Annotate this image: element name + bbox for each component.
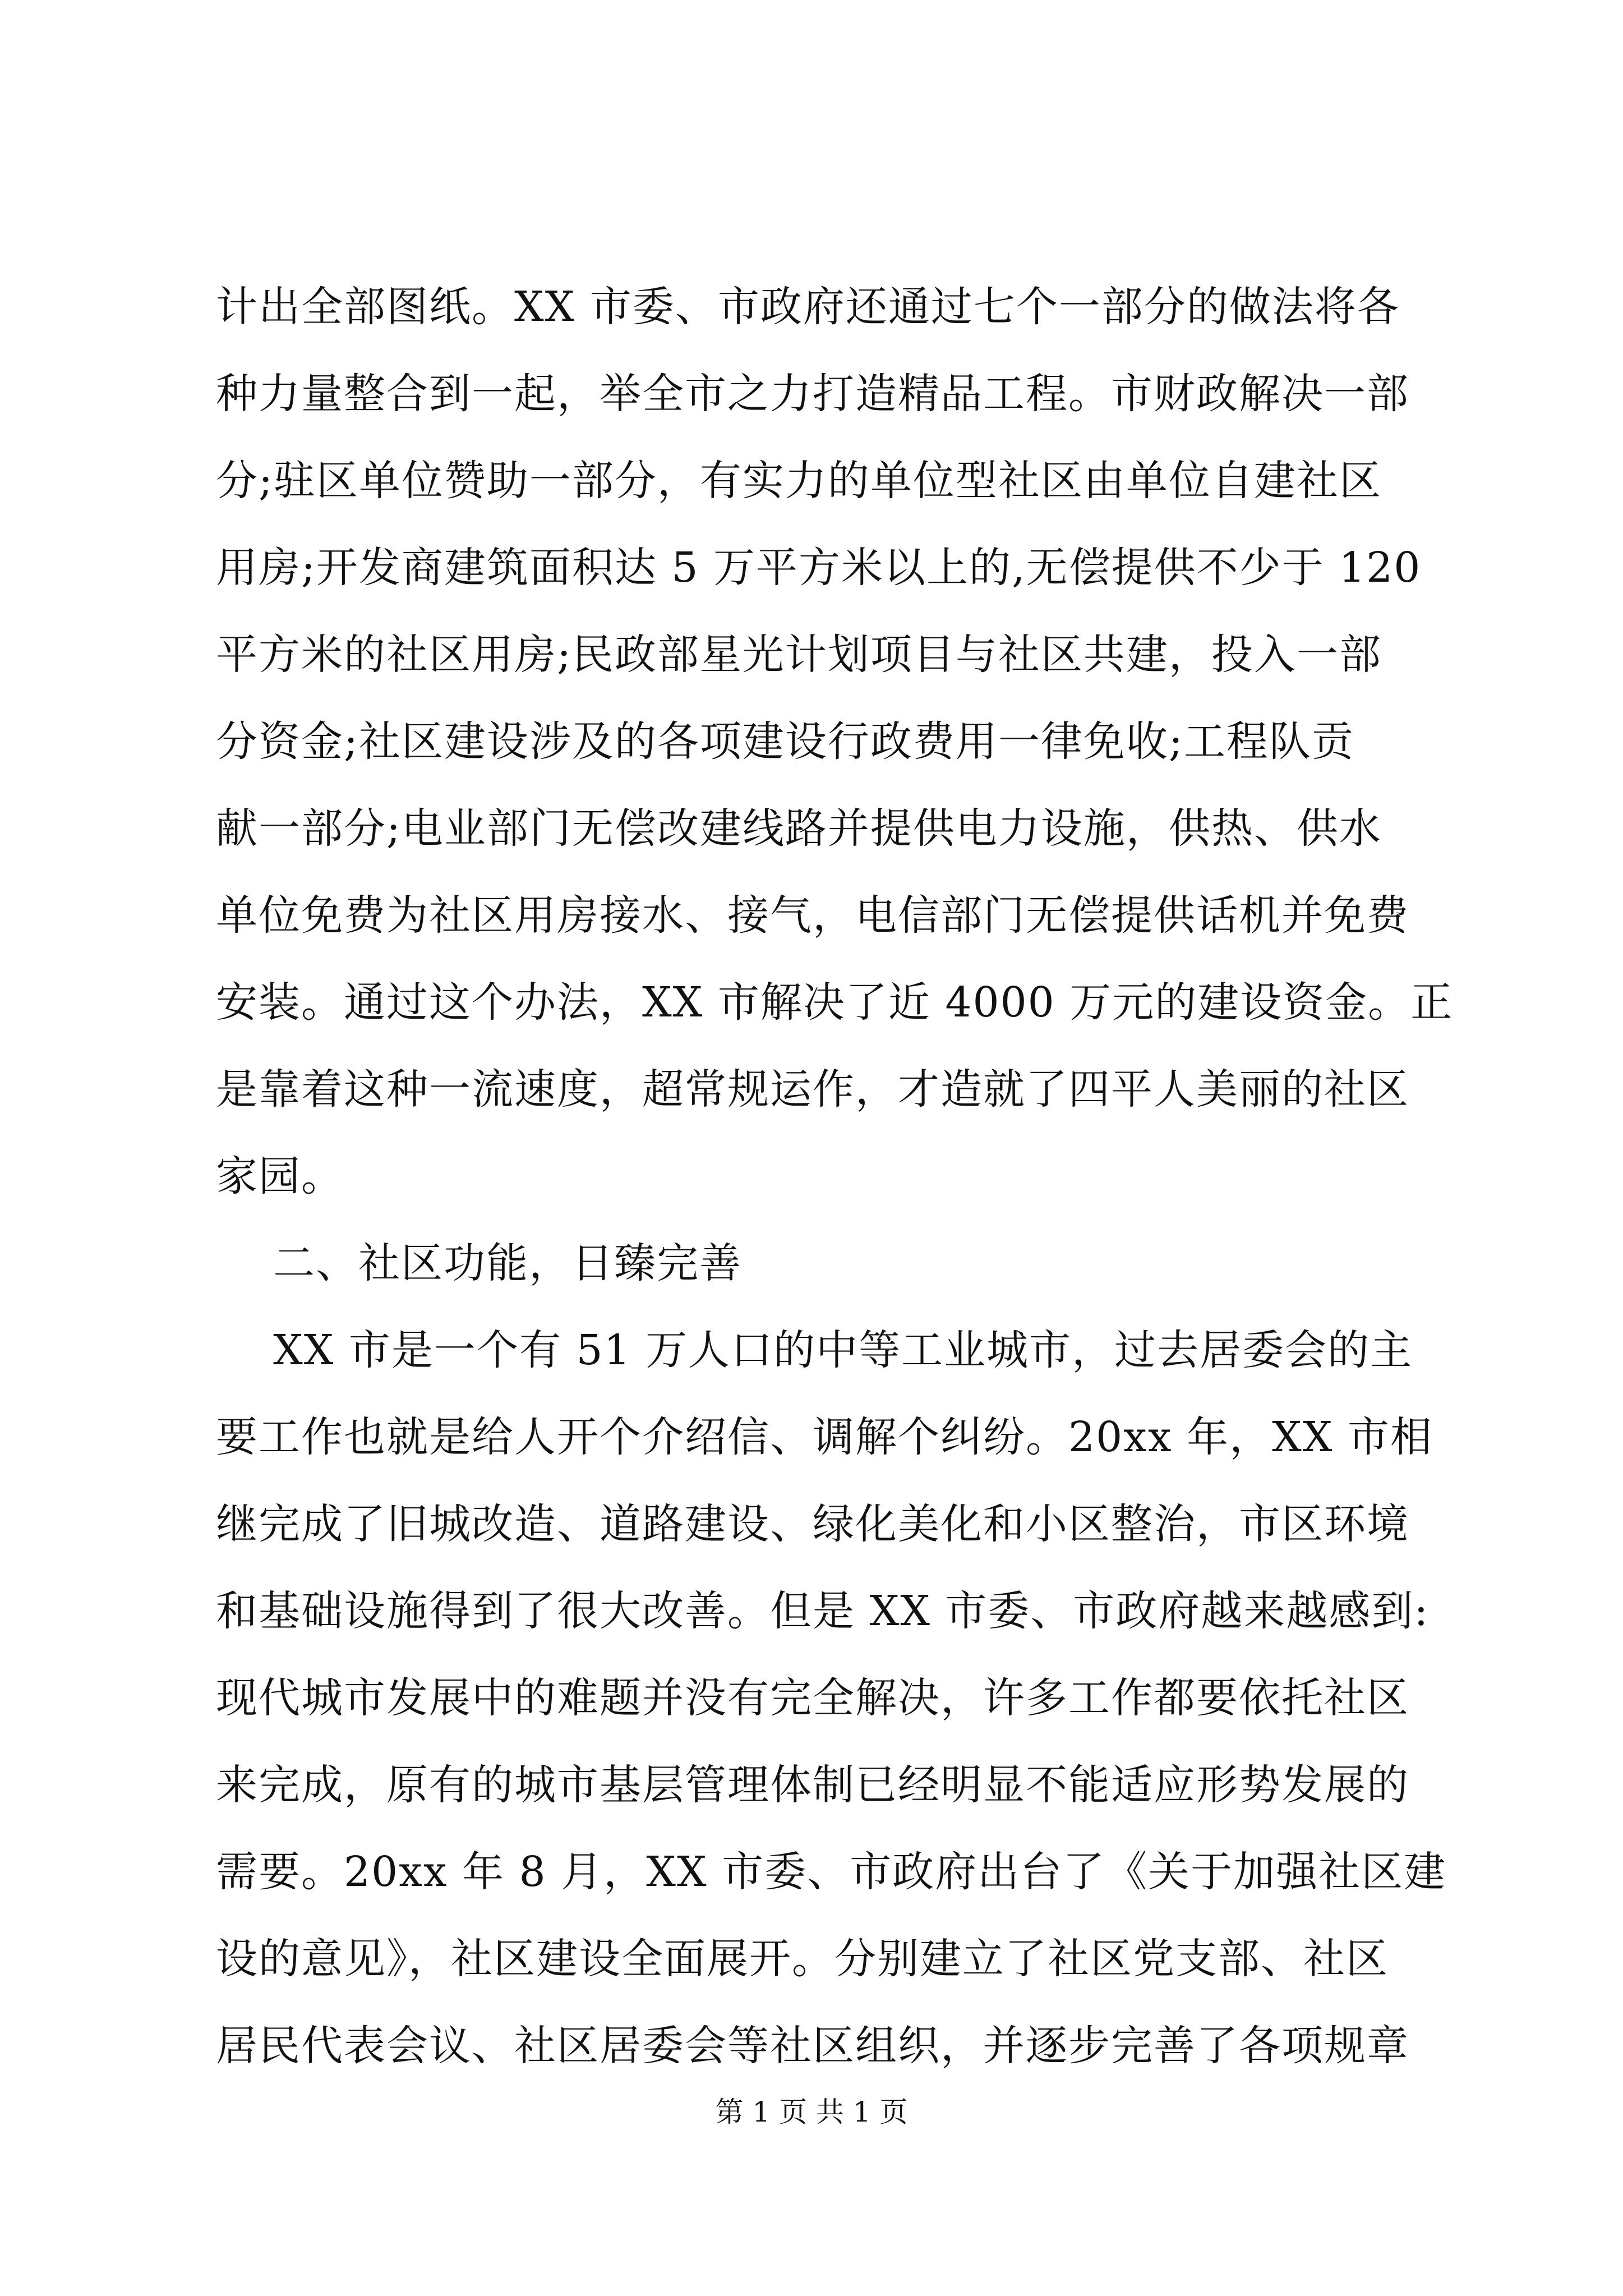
text-line: 来完成，原有的城市基层管理体制已经明显不能适应形势发展的 bbox=[216, 1761, 1409, 1809]
text-line: 家园。 bbox=[216, 1152, 344, 1200]
text-line: 分;驻区单位赞助一部分，有实力的单位型社区由单位自建社区 bbox=[216, 457, 1382, 505]
text-line: 计出全部图纸。XX 市委、市政府还通过七个一部分的做法将各 bbox=[216, 283, 1400, 331]
text-line: 继完成了旧城改造、道路建设、绿化美化和小区整治，市区环境 bbox=[216, 1500, 1409, 1548]
text-line: 是靠着这种一流速度，超常规运作，才造就了四平人美丽的社区 bbox=[216, 1065, 1409, 1114]
text-line: 种力量整合到一起，举全市之力打造精品工程。市财政解决一部 bbox=[216, 370, 1409, 418]
text-line: 现代城市发展中的难题并没有完全解决，许多工作都要依托社区 bbox=[216, 1674, 1409, 1722]
text-line: XX 市是一个有 51 万人口的中等工业城市，过去居委会的主 bbox=[216, 1326, 1413, 1374]
text-line: 分资金;社区建设涉及的各项建设行政费用一律免收;工程队贡 bbox=[216, 717, 1354, 766]
text-line: 用房;开发商建筑面积达 5 万平方米以上的,无偿提供不少于 120 bbox=[216, 544, 1422, 592]
text-line: 需要。20xx 年 8 月，XX 市委、市政府出台了《关于加强社区建 bbox=[216, 1848, 1447, 1896]
text-line: 要工作也就是给人开个介绍信、调解个纠纷。20xx 年，XX 市相 bbox=[216, 1413, 1433, 1461]
text-line: 居民代表会议、社区居委会等社区组织，并逐步完善了各项规章 bbox=[216, 2022, 1409, 2070]
section-heading: 二、社区功能，日臻完善 bbox=[216, 1239, 743, 1287]
text-line: 设的意见》，社区建设全面展开。分别建立了社区党支部、社区 bbox=[216, 1935, 1389, 1983]
page-footer: 第 1 页 共 1 页 bbox=[715, 2096, 908, 2128]
body-text bbox=[216, 264, 1454, 2090]
text-line: 安装。通过这个办法，XX 市解决了近 4000 万元的建设资金。正 bbox=[216, 978, 1454, 1027]
text-line: 平方米的社区用房;民政部星光计划项目与社区共建，投入一部 bbox=[216, 631, 1382, 679]
text-line: 单位免费为社区用房接水、接气，电信部门无偿提供话机并免费 bbox=[216, 891, 1409, 940]
text-line: 献一部分;电业部门无偿改建线路并提供电力设施，供热、供水 bbox=[216, 804, 1382, 853]
text-line: 和基础设施得到了很大改善。但是 XX 市委、市政府越来越感到: bbox=[216, 1587, 1430, 1635]
